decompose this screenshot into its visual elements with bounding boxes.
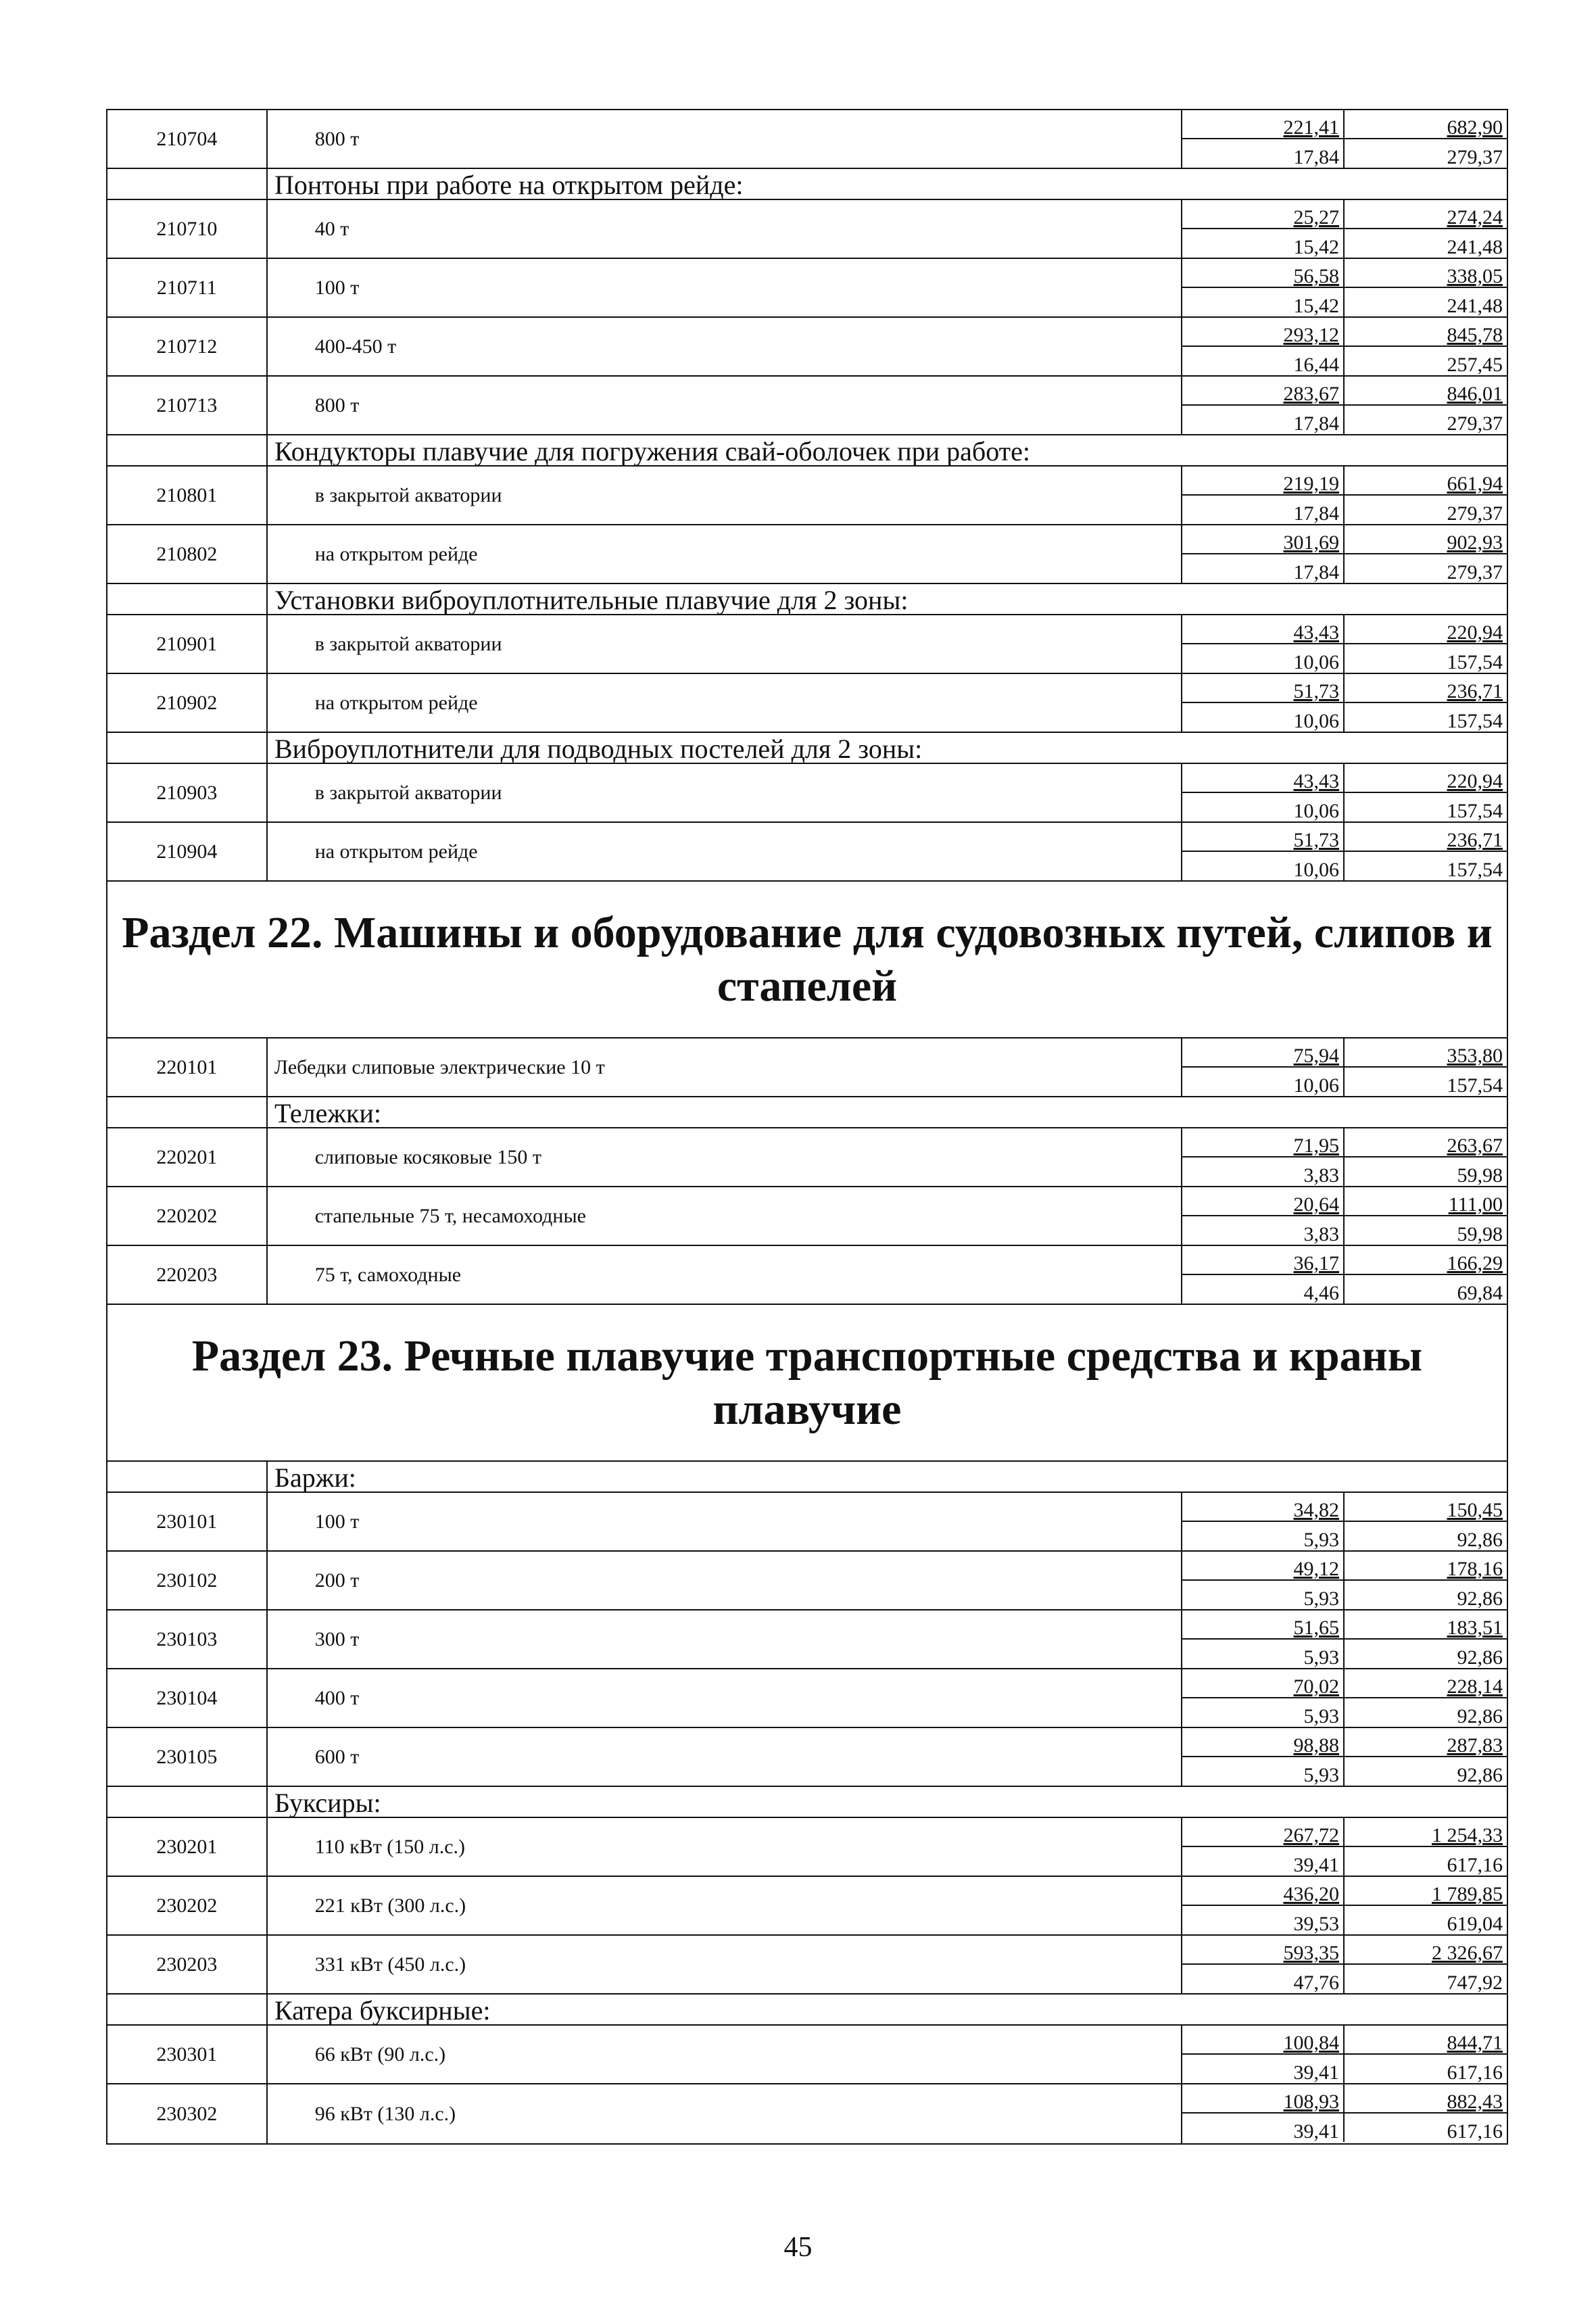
value-total-lower: 157,54 bbox=[1447, 710, 1503, 732]
item-name: 40 т bbox=[268, 200, 1182, 258]
group-title: Баржи: bbox=[274, 1462, 356, 1493]
value-total-upper: 236,71 bbox=[1345, 823, 1507, 852]
values-lower bbox=[1182, 1640, 1507, 1668]
values-lower bbox=[1182, 347, 1507, 375]
table-row bbox=[107, 318, 1507, 377]
table-row bbox=[107, 377, 1507, 435]
values-lower bbox=[1182, 1965, 1507, 1993]
item-values bbox=[1182, 377, 1507, 434]
group-code-cell bbox=[107, 1097, 268, 1127]
item-name: 400-450 т bbox=[268, 318, 1182, 375]
values-lower bbox=[1182, 1275, 1507, 1304]
group-code-cell bbox=[107, 1462, 268, 1491]
item-name: в закрытой акватории bbox=[268, 764, 1182, 821]
group-code-cell bbox=[107, 733, 268, 763]
group-code-cell bbox=[107, 584, 268, 614]
item-values bbox=[1182, 1669, 1507, 1727]
value-total-lower: 59,98 bbox=[1457, 1223, 1503, 1245]
value-cost-lower: 10,06 bbox=[1182, 703, 1345, 732]
item-code: 220202 bbox=[107, 1187, 268, 1245]
values-upper bbox=[1182, 318, 1507, 347]
item-values bbox=[1182, 200, 1507, 258]
item-values bbox=[1182, 1493, 1507, 1550]
item-name: 200 т bbox=[268, 1552, 1182, 1609]
value-total-lower: 617,16 bbox=[1447, 2061, 1503, 2084]
values-upper bbox=[1182, 377, 1507, 406]
value-total-lower: 241,48 bbox=[1447, 236, 1503, 258]
group-header-row bbox=[107, 169, 1507, 200]
value-total-lower: 92,86 bbox=[1457, 1764, 1503, 1786]
item-code: 230202 bbox=[107, 1877, 268, 1934]
values-upper bbox=[1182, 1128, 1507, 1158]
item-name: 300 т bbox=[268, 1610, 1182, 1668]
value-total-lower: 92,86 bbox=[1457, 1705, 1503, 1727]
item-values bbox=[1182, 467, 1507, 524]
value-cost-lower: 10,06 bbox=[1182, 793, 1345, 821]
value-cost-upper: 293,12 bbox=[1182, 318, 1345, 347]
value-total-lower: 279,37 bbox=[1447, 502, 1503, 525]
item-values bbox=[1182, 2084, 1507, 2143]
value-total-upper: 902,93 bbox=[1345, 525, 1507, 554]
item-values bbox=[1182, 823, 1507, 880]
group-title: Буксиры: bbox=[274, 1788, 381, 1818]
item-code: 230102 bbox=[107, 1552, 268, 1609]
table-row bbox=[107, 1877, 1507, 1936]
value-total-lower: 59,98 bbox=[1457, 1164, 1503, 1187]
value-total-upper: 178,16 bbox=[1345, 1552, 1507, 1581]
table-row bbox=[107, 764, 1507, 823]
item-name: в закрытой акватории bbox=[268, 467, 1182, 524]
value-total-upper: 338,05 bbox=[1345, 259, 1507, 288]
value-total-upper: 220,94 bbox=[1345, 764, 1507, 793]
table-row bbox=[107, 259, 1507, 318]
item-values bbox=[1182, 1936, 1507, 1993]
value-total-upper: 353,80 bbox=[1345, 1039, 1507, 1068]
values-lower bbox=[1182, 1847, 1507, 1876]
value-cost-upper: 219,19 bbox=[1182, 467, 1345, 496]
item-name: стапельные 75 т, несамоходные bbox=[268, 1187, 1182, 1245]
group-title: Кондукторы плавучие для погружения свай-оболочек при работе: bbox=[274, 436, 1031, 467]
values-lower bbox=[1182, 703, 1507, 732]
item-name: 600 т bbox=[268, 1728, 1182, 1786]
item-code: 220101 bbox=[107, 1039, 268, 1096]
item-code: 210712 bbox=[107, 318, 268, 375]
value-cost-lower: 15,42 bbox=[1182, 288, 1345, 316]
table-row bbox=[107, 1728, 1507, 1787]
value-cost-lower: 5,93 bbox=[1182, 1698, 1345, 1727]
values-upper bbox=[1182, 2084, 1507, 2114]
value-total-upper: 274,24 bbox=[1345, 200, 1507, 229]
item-name: на открытом рейде bbox=[268, 823, 1182, 880]
value-total-upper: 1 789,85 bbox=[1345, 1877, 1507, 1906]
item-name: 75 т, самоходные bbox=[268, 1246, 1182, 1304]
group-header-row bbox=[107, 1787, 1507, 1818]
item-name: 96 кВт (130 л.с.) bbox=[268, 2084, 1182, 2143]
values-lower bbox=[1182, 406, 1507, 434]
values-upper bbox=[1182, 525, 1507, 554]
table-row bbox=[107, 110, 1507, 169]
item-code: 210901 bbox=[107, 615, 268, 673]
values-upper bbox=[1182, 1610, 1507, 1640]
item-code: 210802 bbox=[107, 525, 268, 583]
value-total-lower: 92,86 bbox=[1457, 1588, 1503, 1610]
values-upper bbox=[1182, 1877, 1507, 1906]
rates-table bbox=[106, 109, 1508, 2145]
table-row bbox=[107, 525, 1507, 584]
value-cost-upper: 51,73 bbox=[1182, 674, 1345, 703]
values-upper bbox=[1182, 1818, 1507, 1847]
item-name: Лебедки слиповые электрические 10 т bbox=[268, 1039, 1182, 1096]
values-upper bbox=[1182, 1246, 1507, 1275]
section-title bbox=[122, 906, 1493, 1013]
table-row bbox=[107, 1128, 1507, 1187]
value-total-upper: 228,14 bbox=[1345, 1669, 1507, 1698]
page-number: 45 bbox=[783, 2232, 813, 2263]
item-values bbox=[1182, 1728, 1507, 1786]
value-cost-lower: 3,83 bbox=[1182, 1216, 1345, 1245]
value-cost-upper: 25,27 bbox=[1182, 200, 1345, 229]
values-upper bbox=[1182, 1493, 1507, 1522]
group-header-row bbox=[107, 1995, 1507, 2026]
values-upper bbox=[1182, 259, 1507, 288]
value-cost-lower: 10,06 bbox=[1182, 1068, 1345, 1096]
value-total-upper: 236,71 bbox=[1345, 674, 1507, 703]
item-name: на открытом рейде bbox=[268, 674, 1182, 732]
values-lower bbox=[1182, 288, 1507, 316]
item-code: 210904 bbox=[107, 823, 268, 880]
value-cost-lower: 5,93 bbox=[1182, 1757, 1345, 1786]
item-name: в закрытой акватории bbox=[268, 615, 1182, 673]
item-code: 230105 bbox=[107, 1728, 268, 1786]
item-code: 230101 bbox=[107, 1493, 268, 1550]
item-name: 800 т bbox=[268, 377, 1182, 434]
value-cost-lower: 17,84 bbox=[1182, 406, 1345, 434]
value-total-lower: 157,54 bbox=[1447, 1074, 1503, 1097]
table-row bbox=[107, 823, 1507, 882]
value-cost-lower: 17,84 bbox=[1182, 139, 1345, 168]
table-row bbox=[107, 467, 1507, 525]
item-code: 230302 bbox=[107, 2084, 268, 2143]
table-row bbox=[107, 200, 1507, 259]
section-heading bbox=[107, 1305, 1507, 1462]
value-cost-upper: 43,43 bbox=[1182, 764, 1345, 793]
section-title-line2: стапелей bbox=[717, 961, 898, 1011]
table-row bbox=[107, 674, 1507, 733]
values-lower bbox=[1182, 1216, 1507, 1245]
table-row bbox=[107, 1610, 1507, 1669]
table-row bbox=[107, 1246, 1507, 1305]
value-cost-upper: 70,02 bbox=[1182, 1669, 1345, 1698]
values-upper bbox=[1182, 110, 1507, 139]
table-row bbox=[107, 1552, 1507, 1610]
value-total-lower: 617,16 bbox=[1447, 1854, 1503, 1876]
value-cost-upper: 267,72 bbox=[1182, 1818, 1345, 1847]
section-heading bbox=[107, 882, 1507, 1039]
values-upper bbox=[1182, 1728, 1507, 1757]
item-values bbox=[1182, 1128, 1507, 1186]
values-lower bbox=[1182, 1757, 1507, 1786]
value-total-lower: 241,48 bbox=[1447, 295, 1503, 317]
item-values bbox=[1182, 1610, 1507, 1668]
value-cost-upper: 436,20 bbox=[1182, 1877, 1345, 1906]
value-cost-upper: 51,73 bbox=[1182, 823, 1345, 852]
item-code: 230301 bbox=[107, 2026, 268, 2083]
values-lower bbox=[1182, 1581, 1507, 1609]
value-cost-upper: 75,94 bbox=[1182, 1039, 1345, 1068]
item-code: 220203 bbox=[107, 1246, 268, 1304]
values-lower bbox=[1182, 1158, 1507, 1186]
value-cost-upper: 49,12 bbox=[1182, 1552, 1345, 1581]
values-upper bbox=[1182, 467, 1507, 496]
table-row bbox=[107, 1039, 1507, 1097]
group-title: Установки виброуплотнительные плавучие для 2 зоны: bbox=[274, 585, 909, 615]
values-lower bbox=[1182, 852, 1507, 880]
section-title-line2: плавучие bbox=[712, 1385, 902, 1434]
item-name: на открытом рейде bbox=[268, 525, 1182, 583]
value-cost-upper: 100,84 bbox=[1182, 2026, 1345, 2055]
value-cost-lower: 17,84 bbox=[1182, 554, 1345, 583]
item-values bbox=[1182, 2026, 1507, 2083]
values-upper bbox=[1182, 1552, 1507, 1581]
item-name: 800 т bbox=[268, 110, 1182, 168]
value-cost-lower: 10,06 bbox=[1182, 852, 1345, 880]
value-cost-lower: 39,41 bbox=[1182, 2114, 1345, 2142]
value-total-lower: 747,92 bbox=[1447, 1972, 1503, 1994]
item-values bbox=[1182, 764, 1507, 821]
value-cost-upper: 36,17 bbox=[1182, 1246, 1345, 1275]
values-lower bbox=[1182, 644, 1507, 673]
value-cost-lower: 5,93 bbox=[1182, 1581, 1345, 1609]
values-upper bbox=[1182, 200, 1507, 229]
value-total-upper: 263,67 bbox=[1345, 1128, 1507, 1158]
value-total-upper: 150,45 bbox=[1345, 1493, 1507, 1522]
values-lower bbox=[1182, 496, 1507, 524]
value-cost-lower: 4,46 bbox=[1182, 1275, 1345, 1304]
value-total-upper: 166,29 bbox=[1345, 1246, 1507, 1275]
value-cost-upper: 71,95 bbox=[1182, 1128, 1345, 1158]
item-code: 230203 bbox=[107, 1936, 268, 1993]
values-lower bbox=[1182, 1698, 1507, 1727]
value-total-upper: 846,01 bbox=[1345, 377, 1507, 406]
value-total-lower: 257,45 bbox=[1447, 354, 1503, 376]
value-total-upper: 845,78 bbox=[1345, 318, 1507, 347]
value-cost-lower: 16,44 bbox=[1182, 347, 1345, 375]
value-cost-lower: 10,06 bbox=[1182, 644, 1345, 673]
item-code: 210710 bbox=[107, 200, 268, 258]
value-total-lower: 157,54 bbox=[1447, 651, 1503, 673]
section-title bbox=[192, 1329, 1422, 1436]
value-cost-upper: 283,67 bbox=[1182, 377, 1345, 406]
value-cost-upper: 98,88 bbox=[1182, 1728, 1345, 1757]
item-name: слиповые косяковые 150 т bbox=[268, 1128, 1182, 1186]
item-values bbox=[1182, 1246, 1507, 1304]
values-lower bbox=[1182, 2114, 1507, 2142]
value-total-lower: 92,86 bbox=[1457, 1529, 1503, 1551]
item-code: 210713 bbox=[107, 377, 268, 434]
value-total-lower: 157,54 bbox=[1447, 800, 1503, 822]
value-total-upper: 661,94 bbox=[1345, 467, 1507, 496]
values-upper bbox=[1182, 1187, 1507, 1216]
value-total-upper: 844,71 bbox=[1345, 2026, 1507, 2055]
value-cost-lower: 5,93 bbox=[1182, 1640, 1345, 1668]
value-cost-lower: 17,84 bbox=[1182, 496, 1345, 524]
table-row bbox=[107, 1818, 1507, 1877]
value-total-lower: 279,37 bbox=[1447, 561, 1503, 583]
item-name: 331 кВт (450 л.с.) bbox=[268, 1936, 1182, 1993]
item-name: 66 кВт (90 л.с.) bbox=[268, 2026, 1182, 2083]
value-cost-lower: 3,83 bbox=[1182, 1158, 1345, 1186]
values-upper bbox=[1182, 764, 1507, 793]
item-values bbox=[1182, 1818, 1507, 1876]
item-values bbox=[1182, 1039, 1507, 1096]
item-code: 210903 bbox=[107, 764, 268, 821]
value-total-lower: 157,54 bbox=[1447, 859, 1503, 881]
table-row bbox=[107, 2084, 1507, 2143]
group-header-row bbox=[107, 584, 1507, 615]
value-total-upper: 2 326,67 bbox=[1345, 1936, 1507, 1965]
group-header-row bbox=[107, 1462, 1507, 1493]
section-title-line1: Раздел 23. Речные плавучие транспортные средства и краны bbox=[191, 1331, 1423, 1381]
item-code: 230103 bbox=[107, 1610, 268, 1668]
item-code: 210801 bbox=[107, 467, 268, 524]
values-upper bbox=[1182, 1936, 1507, 1965]
value-total-lower: 619,04 bbox=[1447, 1913, 1503, 1935]
item-name: 110 кВт (150 л.с.) bbox=[268, 1818, 1182, 1876]
value-total-upper: 882,43 bbox=[1345, 2084, 1507, 2114]
group-code-cell bbox=[107, 435, 268, 465]
group-title: Понтоны при работе на открытом рейде: bbox=[274, 170, 744, 200]
value-total-upper: 287,83 bbox=[1345, 1728, 1507, 1757]
value-cost-upper: 221,41 bbox=[1182, 110, 1345, 139]
values-upper bbox=[1182, 1669, 1507, 1698]
item-values bbox=[1182, 674, 1507, 732]
value-total-upper: 111,00 bbox=[1345, 1187, 1507, 1216]
values-lower bbox=[1182, 554, 1507, 583]
values-lower bbox=[1182, 1522, 1507, 1550]
value-cost-upper: 593,35 bbox=[1182, 1936, 1345, 1965]
item-values bbox=[1182, 615, 1507, 673]
value-total-upper: 220,94 bbox=[1345, 615, 1507, 644]
values-lower bbox=[1182, 2055, 1507, 2083]
item-code: 210711 bbox=[107, 259, 268, 316]
item-name: 100 т bbox=[268, 1493, 1182, 1550]
group-header-row bbox=[107, 435, 1507, 467]
value-total-upper: 1 254,33 bbox=[1345, 1818, 1507, 1847]
values-lower bbox=[1182, 139, 1507, 168]
value-total-lower: 617,16 bbox=[1447, 2120, 1503, 2143]
group-title: Тележки: bbox=[274, 1098, 381, 1128]
item-code: 210902 bbox=[107, 674, 268, 732]
item-name: 100 т bbox=[268, 259, 1182, 316]
table-row bbox=[107, 1187, 1507, 1246]
group-header-row bbox=[107, 1097, 1507, 1128]
value-total-lower: 279,37 bbox=[1447, 146, 1503, 168]
values-lower bbox=[1182, 1906, 1507, 1934]
item-name: 400 т bbox=[268, 1669, 1182, 1727]
item-values bbox=[1182, 110, 1507, 168]
value-cost-upper: 34,82 bbox=[1182, 1493, 1345, 1522]
item-code: 220201 bbox=[107, 1128, 268, 1186]
values-lower bbox=[1182, 1068, 1507, 1096]
values-upper bbox=[1182, 2026, 1507, 2055]
table-row bbox=[107, 1936, 1507, 1995]
value-total-lower: 69,84 bbox=[1457, 1282, 1503, 1304]
value-cost-upper: 108,93 bbox=[1182, 2084, 1345, 2114]
section-title-line1: Раздел 22. Машины и оборудование для судовозных путей, слипов и bbox=[122, 907, 1493, 957]
value-cost-lower: 39,53 bbox=[1182, 1906, 1345, 1934]
item-values bbox=[1182, 1187, 1507, 1245]
item-code: 230104 bbox=[107, 1669, 268, 1727]
value-total-lower: 92,86 bbox=[1457, 1646, 1503, 1669]
item-values bbox=[1182, 1552, 1507, 1609]
table-row bbox=[107, 2026, 1507, 2084]
value-cost-upper: 20,64 bbox=[1182, 1187, 1345, 1216]
table-row bbox=[107, 615, 1507, 674]
value-cost-lower: 15,42 bbox=[1182, 229, 1345, 258]
value-total-lower: 279,37 bbox=[1447, 412, 1503, 435]
group-title: Виброуплотнители для подводных постелей для 2 зоны: bbox=[274, 734, 923, 764]
item-code: 210704 bbox=[107, 110, 268, 168]
table-row bbox=[107, 1669, 1507, 1728]
values-lower bbox=[1182, 793, 1507, 821]
values-upper bbox=[1182, 1039, 1507, 1068]
values-upper bbox=[1182, 823, 1507, 852]
value-cost-upper: 301,69 bbox=[1182, 525, 1345, 554]
group-header-row bbox=[107, 733, 1507, 764]
value-cost-upper: 56,58 bbox=[1182, 259, 1345, 288]
values-upper bbox=[1182, 674, 1507, 703]
item-values bbox=[1182, 318, 1507, 375]
value-cost-upper: 51,65 bbox=[1182, 1610, 1345, 1640]
group-code-cell bbox=[107, 1787, 268, 1817]
value-cost-lower: 5,93 bbox=[1182, 1522, 1345, 1550]
item-values bbox=[1182, 525, 1507, 583]
group-code-cell bbox=[107, 1995, 268, 2024]
value-cost-lower: 39,41 bbox=[1182, 1847, 1345, 1876]
group-code-cell bbox=[107, 169, 268, 199]
value-cost-lower: 39,41 bbox=[1182, 2055, 1345, 2083]
value-cost-upper: 43,43 bbox=[1182, 615, 1345, 644]
values-upper bbox=[1182, 615, 1507, 644]
item-name: 221 кВт (300 л.с.) bbox=[268, 1877, 1182, 1934]
value-total-upper: 682,90 bbox=[1345, 110, 1507, 139]
value-cost-lower: 47,76 bbox=[1182, 1965, 1345, 1993]
item-values bbox=[1182, 1877, 1507, 1934]
values-lower bbox=[1182, 229, 1507, 258]
table-row bbox=[107, 1493, 1507, 1552]
value-total-upper: 183,51 bbox=[1345, 1610, 1507, 1640]
group-title: Катера буксирные: bbox=[274, 1995, 491, 2026]
item-code: 230201 bbox=[107, 1818, 268, 1876]
item-values bbox=[1182, 259, 1507, 316]
